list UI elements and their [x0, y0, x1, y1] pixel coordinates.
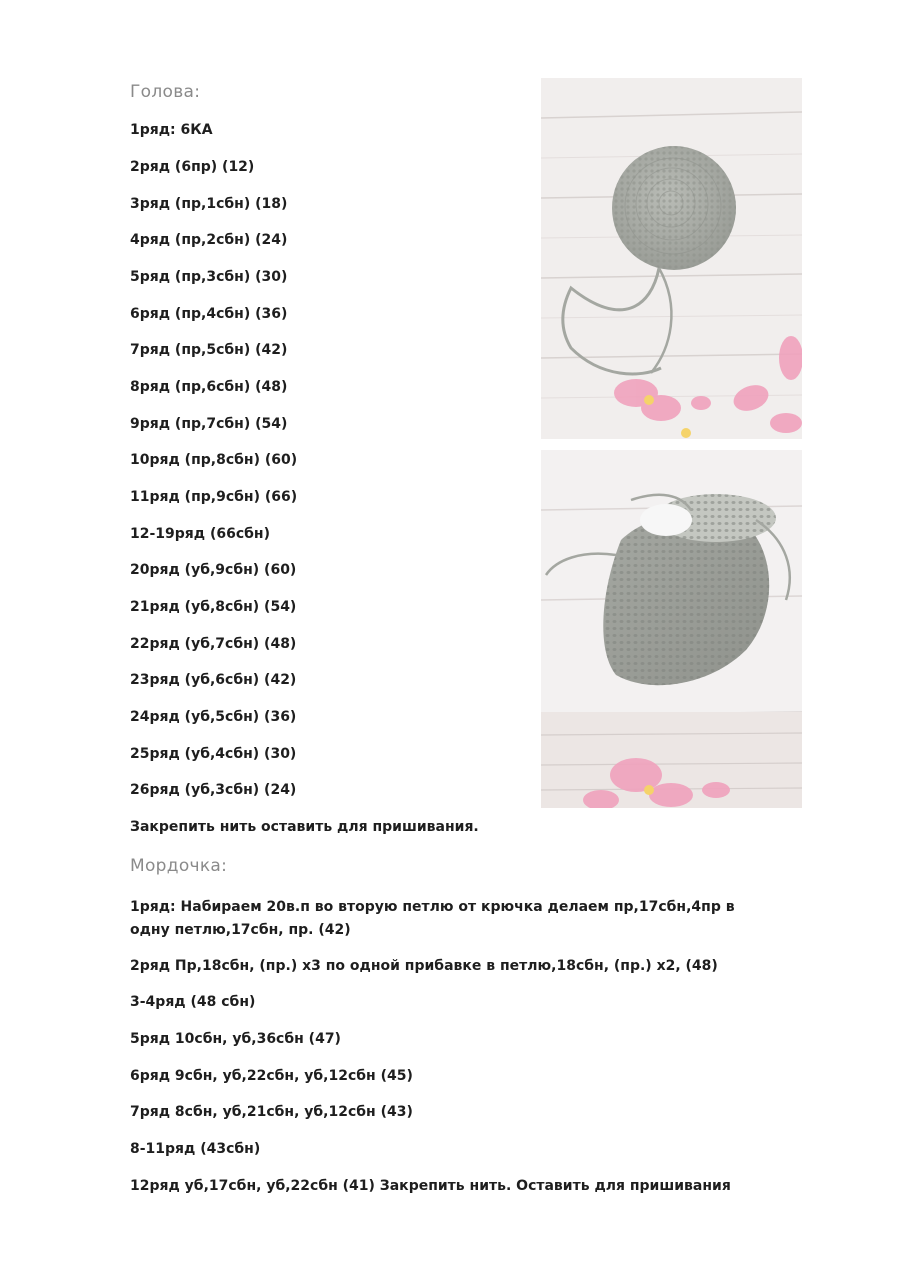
head-row: 5ряд (пр,3сбн) (30) [130, 269, 288, 285]
head-row: 10ряд (пр,8сбн) (60) [130, 452, 298, 468]
head-photo-bottom [541, 450, 802, 808]
muzzle-row: 3-4ряд (48 сбн) [130, 994, 256, 1010]
muzzle-row: 12ряд уб,17сбн, уб,22сбн (41) Закрепить нить. Оставить для пришивания [130, 1178, 731, 1194]
head-footer: Закрепить нить оставить для пришивания. [130, 819, 479, 835]
head-row: 6ряд (пр,4сбн) (36) [130, 306, 288, 322]
muzzle-row: 1ряд: Набираем 20в.п во вторую петлю от крючка делаем пр,17сбн,4пр в одну петлю,17сбн, пр. (42) [130, 899, 735, 938]
muzzle-heading: Мордочка: [130, 856, 228, 876]
head-row: 3ряд (пр,1сбн) (18) [130, 196, 288, 212]
head-row: 26ряд (уб,3сбн) (24) [130, 782, 297, 798]
head-row: 25ряд (уб,4сбн) (30) [130, 746, 297, 762]
muzzle-row: 7ряд 8сбн, уб,21сбн, уб,12сбн (43) [130, 1104, 413, 1120]
head-row: 4ряд (пр,2сбн) (24) [130, 232, 288, 248]
head-row: 1ряд: 6КА [130, 122, 213, 138]
muzzle-row: 5ряд 10сбн, уб,36сбн (47) [130, 1031, 341, 1047]
head-photo-top [541, 78, 802, 439]
head-row: 9ряд (пр,7сбн) (54) [130, 416, 288, 432]
muzzle-row: 8-11ряд (43сбн) [130, 1141, 261, 1157]
head-row: 23ряд (уб,6сбн) (42) [130, 672, 297, 688]
muzzle-row: 2ряд Пр,18сбн, (пр.) х3 по одной прибавке в петлю,18сбн, (пр.) х2, (48) [130, 958, 718, 974]
head-row: 2ряд (6пр) (12) [130, 159, 255, 175]
head-row: 20ряд (уб,9сбн) (60) [130, 562, 297, 578]
head-heading: Голова: [130, 82, 201, 102]
head-row: 22ряд (уб,7сбн) (48) [130, 636, 297, 652]
head-row: 8ряд (пр,6сбн) (48) [130, 379, 288, 395]
head-row: 12-19ряд (66сбн) [130, 526, 270, 542]
head-row: 21ряд (уб,8сбн) (54) [130, 599, 297, 615]
head-row: 24ряд (уб,5сбн) (36) [130, 709, 297, 725]
muzzle-row: 6ряд 9сбн, уб,22сбн, уб,12сбн (45) [130, 1068, 413, 1084]
head-row: 11ряд (пр,9сбн) (66) [130, 489, 298, 505]
head-row: 7ряд (пр,5сбн) (42) [130, 342, 288, 358]
